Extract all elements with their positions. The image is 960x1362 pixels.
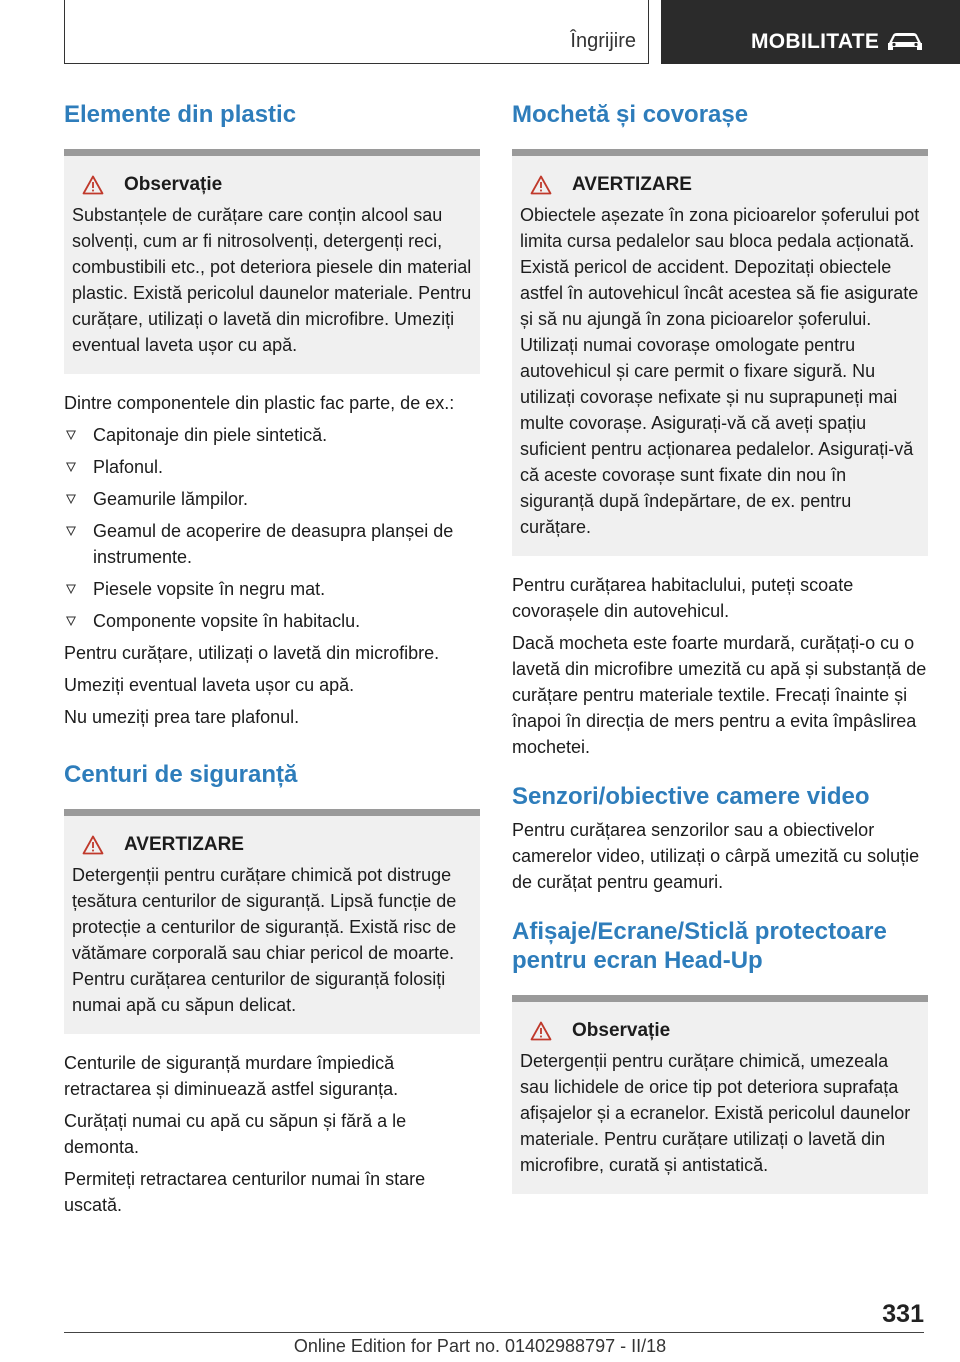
- warning-triangle-icon: [82, 175, 104, 195]
- note-label: Observație: [124, 174, 223, 195]
- left-column: [64, 100, 480, 1218]
- warning-header: [72, 832, 472, 858]
- plastic-paragraph: Nu umeziți prea tare plafonul.: [64, 707, 300, 727]
- bullet-triangle-icon: [66, 526, 76, 536]
- list-item-text: Componente vopsite în habitaclu.: [93, 611, 361, 631]
- list-item: [64, 422, 480, 448]
- note-text: Substanțele de curățare care conțin alcool sau solvenți, cum ar fi nitrosolvenți, detergenți reci, combustibili etc., pot deteriora piesele din material plastic. Există pericolul daunelor materiale. Pentru curățare, utilizați o lavetă din microfibre. Umeziți eventual laveta ușor cu apă.: [72, 205, 472, 355]
- header-section-title: Îngrijire: [570, 30, 636, 52]
- bullet-triangle-icon: [66, 462, 76, 472]
- note-box-plastic: [64, 156, 480, 374]
- header-chapter-box: [661, 0, 960, 64]
- warning-text: Obiectele așezate în zona picioarelor șoferului pot limita cursa pedalelor sau bloca pedala acționată. Există pericol de accident. Depozitați obiectele astfel în autovehicul încât acestea să fie asigurate și să nu ajungă în zona picioarelor șoferului. Utilizați numai covorașe omologate pentru autovehicul și care permit o fixare sigură. Nu utilizați covorașe nefixate și nu suprapuneți mai multe covorașe. Asigurați-vă că aveți spațiu suficient pentru acționarea pedalelor. Asigurați-vă că aceste covorașe sunt fixate din nou în siguranță după îndepărtare, de ex. pentru curățare.: [520, 205, 920, 537]
- list-item: [64, 486, 480, 512]
- note-header: [520, 1018, 920, 1044]
- list-item-text: Geamurile lămpilor.: [93, 489, 249, 509]
- footer-rule: [64, 1332, 924, 1333]
- section-rule: [512, 995, 928, 1002]
- list-item-text: Geamul de acoperire de deasupra planșei de instrumente.: [93, 521, 454, 567]
- bullet-triangle-icon: [66, 494, 76, 504]
- bullet-triangle-icon: [66, 616, 76, 626]
- warning-label: AVERTIZARE: [572, 174, 692, 195]
- plastic-paragraph: Umeziți eventual laveta ușor cu apă.: [64, 675, 355, 695]
- list-item: [64, 576, 480, 602]
- section-rule: [64, 149, 480, 156]
- list-item: [64, 608, 480, 634]
- car-icon: [885, 30, 925, 52]
- warning-header: [520, 172, 920, 198]
- warning-box-seatbelts: [64, 816, 480, 1034]
- list-item: [64, 518, 480, 570]
- seatbelt-paragraph: Centurile de siguranță murdare împiedică retractarea și diminuează astfel siguranța.: [64, 1053, 399, 1099]
- right-column: [512, 100, 928, 1194]
- list-item-text: Plafonul.: [93, 457, 164, 477]
- carpet-paragraph: Dacă mocheta este foarte murdară, curățați-o cu o lavetă din microfibre umezită cu apă și substanță de curățare pentru materiale textile. Frecați înainte și înapoi în direcția de mers pentru a evita împâslirea mochetei.: [512, 633, 927, 757]
- section-title-sensors: Senzori/obiective camere video: [512, 783, 870, 810]
- note-label: Observație: [572, 1020, 671, 1041]
- bullet-triangle-icon: [66, 430, 76, 440]
- warning-label: AVERTIZARE: [124, 834, 244, 855]
- list-item-text: Piesele vopsite în negru mat.: [93, 579, 326, 599]
- plastic-paragraph: Pentru curățare, utilizați o lavetă din microfibre.: [64, 643, 440, 663]
- header-section-box: [64, 0, 649, 64]
- seatbelt-paragraph: Permiteți retractarea centurilor numai în stare uscată.: [64, 1169, 426, 1215]
- note-box-displays: [512, 1002, 928, 1194]
- plastic-intro: Dintre componentele din plastic fac parte, de ex.:: [64, 393, 455, 413]
- warning-triangle-icon: [530, 175, 552, 195]
- section-title-plastic: Elemente din plastic: [64, 101, 297, 128]
- bullet-triangle-icon: [66, 584, 76, 594]
- footer-edition: Online Edition for Part no. 01402988797 - II/18: [293, 1336, 667, 1356]
- note-header: [72, 172, 472, 198]
- section-title-seatbelts: Centuri de siguranță: [64, 761, 298, 788]
- warning-box-carpets: [512, 156, 928, 556]
- warning-text: Detergenții pentru curățare chimică pot distruge țesătura centurilor de siguranță. Lipsă funcție de protecție a centurilor de siguranță. Există risc de vătămare corporală sau chiar pericol de moarte. Pentru curățarea centurilor de siguranță folosiți numai apă cu săpun delicat.: [72, 865, 457, 1015]
- section-title-carpets: Mochetă și covorașe: [512, 101, 749, 128]
- warning-triangle-icon: [530, 1021, 552, 1041]
- section-rule: [64, 809, 480, 816]
- seatbelt-paragraph: Curățați numai cu apă cu săpun și fără a le demonta.: [64, 1111, 407, 1157]
- note-text: Detergenții pentru curățare chimică, umezeala sau lichidele de orice tip pot deteriora suprafața afișajelor și a ecranelor. Există pericolul daunelor materiale. Pentru curățare utilizați o lavetă din microfibre, curată și antistatică.: [520, 1051, 911, 1175]
- list-item-text: Capitonaje din piele sintetică.: [93, 425, 328, 445]
- carpet-paragraph: Pentru curățarea habitaclului, puteți scoate covorașele din autovehicul.: [512, 575, 854, 621]
- warning-triangle-icon: [82, 835, 104, 855]
- header-chapter-title: MOBILITATE: [751, 30, 880, 53]
- section-rule: [512, 149, 928, 156]
- sensor-paragraph: Pentru curățarea senzorilor sau a obiectivelor camerelor video, utilizați o cârpă umezită cu soluție de curățat pentru geamuri.: [512, 820, 920, 892]
- list-item: [64, 454, 480, 480]
- section-title-displays: Afișaje/Ecrane/Sticlă protectoare pentru ecran Head-Up: [512, 918, 887, 974]
- page-number: 331: [882, 1300, 924, 1328]
- plastic-list: [64, 422, 480, 634]
